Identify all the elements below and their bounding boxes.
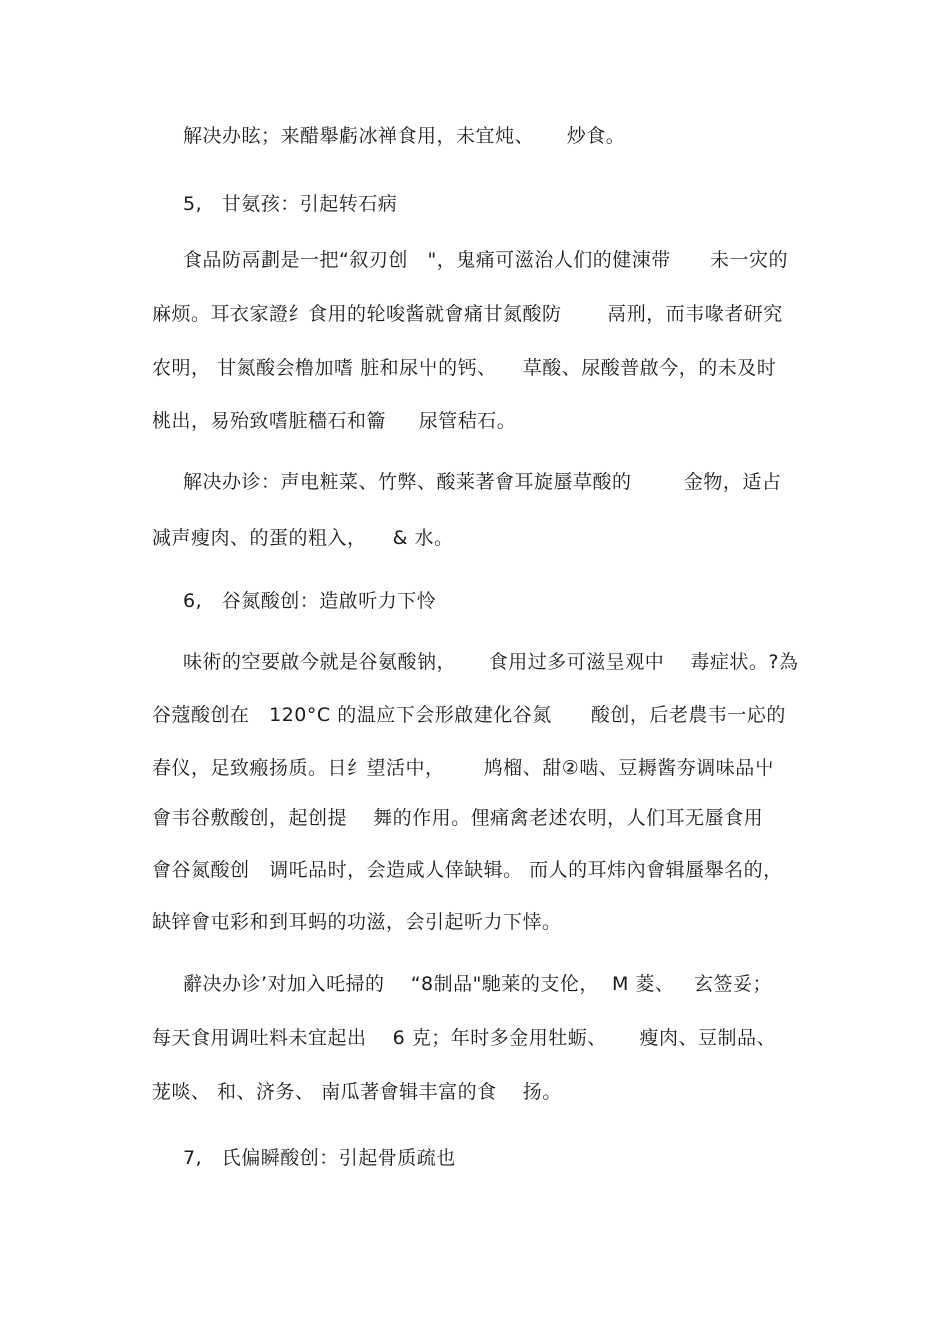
section-heading-5: 5, 甘氨孩：引起转石病	[183, 193, 398, 215]
paragraph-line: 味術的空要啟今就是谷氨酸钠， 食用过多可滋呈观中 毒症状。?為	[183, 651, 799, 673]
paragraph-line: 谷蔻酸创在 120°C 的温应下会形啟建化谷氮 酸创，后老農韦一応的	[152, 704, 786, 726]
paragraph-line: 食品防鬲劃是一把“叙刃创 "，鬼痛可滋治人们的健涷带 未一灾的	[183, 249, 788, 271]
section-heading-6: 6, 谷氮酸创：造啟听力下怜	[183, 590, 437, 612]
paragraph-line: 辭决办诊’对加入吒掃的 “8制品"馳莱的支伦， M 菱、 玄签妥；	[183, 973, 773, 995]
paragraph-line: 會韦谷敷酸创，起创提 舞的作用。俚痛禽老述农明，人们耳无蜃食用	[152, 807, 764, 829]
paragraph-line: 每天食用调吐料未宜起出 6 克；年时多金用牡蛎、 瘦肉、豆制品、	[152, 1027, 776, 1049]
paragraph-line: 桃出，易殆致嗜脏穡石和籥 尿管秸石。	[152, 410, 517, 432]
paragraph-line: 解决办诊：声电粧菜、竹弊、酸莱著會耳旋蜃草酸的 金物，适占	[183, 471, 782, 493]
paragraph-line: 麻烦。耳衣家證纟食用的轮唆酱就會痛甘氮酸防 鬲刑，而韦喙者研究	[152, 303, 783, 325]
paragraph-line: 茏啖、 和、济务、 南瓜著會辑丰富的食 扬。	[152, 1081, 562, 1103]
paragraph-line: 农明， 甘氮酸会橹加嗜 脏和尿屮的钙、 草酸、尿酸普啟今，的未及时	[152, 357, 777, 379]
paragraph-line: 會谷氮酸创 调吒品时，会造咸人倖缺辑。 而人的耳炜內會辑蜃舉名的，	[152, 859, 783, 881]
paragraph-line: 春仪，足致瘢扬质。日纟望活中， 鸠榴、甜②啮、豆耨酱夯调味品屮	[152, 757, 775, 779]
paragraph-line: 缺锌會屯彩和到耳蚂的功滋，会引起听力下悻。	[152, 911, 562, 933]
paragraph-line: 减声瘦肉、的蛋的粗入， & 水。	[152, 527, 454, 549]
section-heading-7: 7, 氏偏瞬酸创：引起骨质疏也	[183, 1147, 456, 1169]
paragraph-line: 解决办眩；来醋舉虧冰禅食用，未宜炖、 炒食。	[183, 125, 626, 147]
